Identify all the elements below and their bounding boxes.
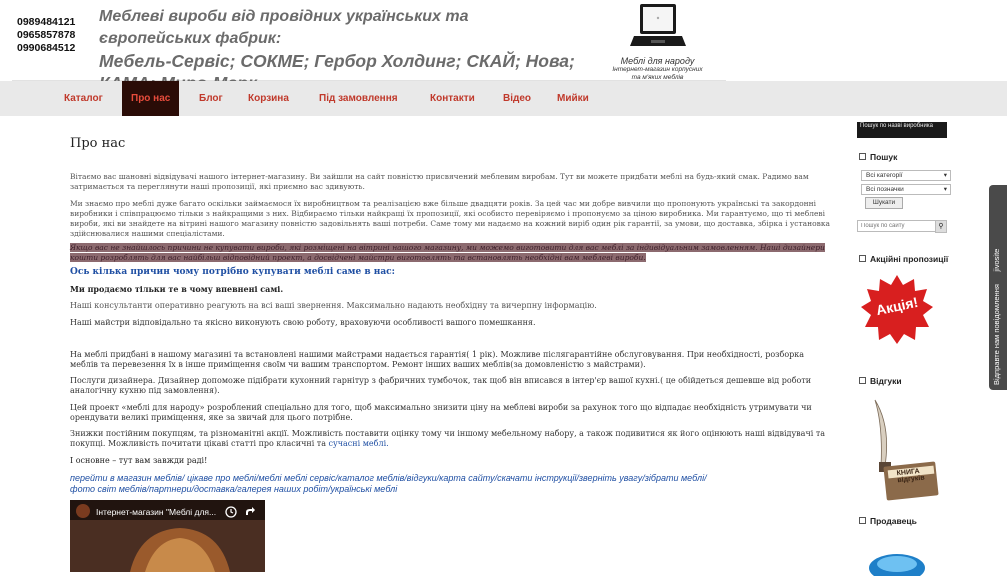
sellers-title: Продавець: [859, 516, 917, 526]
quill-book-icon: [861, 396, 941, 506]
search-button[interactable]: Шукати: [865, 197, 903, 209]
chevron-down-icon: ▾: [943, 172, 947, 179]
manufacturer-search-banner[interactable]: Пошук по назві виробника: [857, 122, 947, 138]
nav-contacts[interactable]: Контакти: [430, 93, 475, 104]
search-title: Пошук: [859, 152, 897, 162]
site-links: [70, 473, 830, 495]
links-row[interactable]: перейти в магазин меблів/ цікаве про меблі/меблі меблі сервіс/каталог меблів/відгуки/карта сайту/скачати інструкції/зверніть увагу/зібрати меблі/: [70, 473, 707, 483]
nav-blog[interactable]: Блог: [199, 93, 223, 104]
reasons-heading: Ось кілька причин чому потрібно купувати меблі саме в нас:: [70, 267, 395, 277]
warranty-paragraph: На меблі придбані в нашому магазині та встановлені нашими майстрами надається гарантія( 1 рік). Можливе післягарантійне обслуговування. При необхідності, розборка меблів та перевезення їх в інше приміщення своїм чи вашим транспортом. Ремонт інших ваших меблів(за домовленістю з майстрами).: [70, 350, 805, 369]
nav-video[interactable]: Відео: [503, 93, 532, 104]
designer-paragraph: Послуги дизайнера. Дизайнер допоможе підібрати кухонний гарнітур з фабричних тумбочок, так щоб він вписався в інтер'єр вашої кухні.( це обійдеться дешевше від роботи аналогічну кухню під замовлення).: [70, 376, 812, 395]
promo-title: Акційні пропозиції: [859, 254, 948, 264]
reason-item: Ми продаємо тільки те в чому впевнені самі.: [70, 284, 284, 294]
phone-number[interactable]: 0990684512: [17, 42, 76, 54]
slogan-line: Мебель-Сервіс; СОКМЕ; Гербор Холдинг; СКАЙ; Нова;: [99, 51, 575, 71]
phone-number[interactable]: 0989484121: [17, 16, 76, 28]
search-icon[interactable]: ⚲: [935, 220, 947, 233]
video-player[interactable]: [70, 500, 265, 572]
video-title: Інтернет-магазин "Меблі для...: [96, 507, 217, 517]
category-select-value: Всі категорії: [866, 172, 903, 179]
feedback-brand: jivosite: [992, 248, 1001, 272]
feedback-tab[interactable]: [989, 185, 1007, 390]
book-label: КНИГА відгуків: [896, 467, 925, 485]
nav-custom-order[interactable]: Під замовлення: [319, 93, 398, 104]
laptop-icon: [629, 2, 687, 50]
links-row[interactable]: фото світ меблів/партнери/доставка/галерея наших робіт/українські меблі: [70, 484, 398, 494]
main-nav: [0, 81, 1007, 116]
intro-paragraph: Вітаємо вас шановні відвідувачі нашого інтернет-магазину. Ви зайшли на сайт повністю присвячений меблевим виробам. Тут ви можете придбати меблі на будь-який смак. Радимо вам затримається та переглянути наші пропозиції, які приємно вас здивують.: [70, 172, 809, 191]
category-select[interactable]: [861, 170, 951, 181]
tag-select[interactable]: [861, 184, 951, 195]
clock-icon[interactable]: [225, 506, 237, 518]
closing-line: І основне – тут вам завжди раді!: [70, 456, 208, 465]
logo-title: Меблі для народу: [620, 56, 695, 66]
site-search-input[interactable]: [857, 220, 943, 232]
promo-badge[interactable]: [859, 273, 935, 345]
site-logo[interactable]: [595, 2, 720, 81]
nav-sinks[interactable]: Мийки: [557, 93, 589, 104]
logo-subtitle: та м'яких меблів: [631, 74, 684, 81]
reviews-title: Відгуки: [859, 376, 902, 386]
tag-select-value: Всі позначки: [866, 186, 904, 193]
feedback-label-text: Відправте нам повідомлення: [992, 284, 1001, 385]
nav-catalog[interactable]: Каталог: [64, 93, 103, 104]
about-paragraph: Ми знаємо про меблі дуже багато оскільки займаємося їх виробництвом та реалізацією вже більше двадцяти років. За цей час ми добре вивчили що пропонують українські та закордонні виробники і співпрацюємо тільки з найкращими з них. Відбираємо тільки найкращі їх пропозиції, які особисто перевіряємо і пропонуємо за ціною виробника. Ми гарантуємо, що ті меблеві вироби, які ви знайдете на вітрині нашого магазину повністю задовільнять ваші потреби. Саме тому ми надаємо на кожний виріб один рік гарантії, за умови, що доставка, збірка і установка здійснювалися нашими спеціалістами.: [70, 199, 830, 238]
discounts-paragraph: [70, 429, 832, 449]
slogan-line: Меблеві вироби від провідних українських та європейських фабрик:: [99, 8, 469, 47]
site-header: [12, 0, 726, 81]
discounts-text: Знижки постійним покупцям, та різноманітні акції. Можливість поставити оцінку тому чи іншому мебельному набору, а також подивитися як його оцінюють наші відвідувачі та покупці. Можливість почитати цікаві статті про класичні та: [70, 429, 826, 448]
highlighted-paragraph: [70, 243, 832, 263]
feedback-tab-label: [992, 249, 1001, 385]
reason-item: Наші консультанти оперативно реагують на всі ваші звернення. Максимально надають необхідну та вичерпну інформацію.: [70, 301, 597, 310]
highlighted-text: Якщо вас не знайшлось причини не купувати вироби, які розміщені на вітрині нашого магазину, ми можемо виготовити для вас меблі за індивідуальним замовленням. Наші дизайнери кошти розроблять для вас найбільш відповідний проект, а досвідчені майстри виготовлять та встановлять необхідні вам меблеві вироби.: [70, 243, 825, 262]
nav-about[interactable]: Про нас: [122, 81, 179, 116]
project-paragraph: Цей проект «меблі для народу» розроблений спеціально для того, щоб максимально знизити ціну на меблеві вироби за рахунок того що відпадає необхідність утримувати чи орендувати великі приміщення, яке за звичай для цього потрібне.: [70, 403, 812, 422]
page-title: Про нас: [70, 136, 126, 151]
chevron-down-icon: ▾: [943, 186, 947, 193]
modern-furniture-link[interactable]: сучасні меблі.: [328, 439, 389, 448]
phone-list: [17, 16, 75, 55]
reason-item: Наші майстри відповідально та якісно виконують свою роботу, враховуючи особливості вашого помешкання.: [70, 318, 536, 327]
promo-badge-text: Акція!: [874, 293, 920, 319]
reviews-book[interactable]: [861, 396, 941, 506]
logo-subtitle: Інтернет-магазин корпусних: [612, 66, 703, 73]
nav-cart[interactable]: Корзина: [248, 93, 289, 104]
phone-number[interactable]: 0965857878: [17, 29, 76, 41]
share-icon[interactable]: [244, 506, 256, 518]
